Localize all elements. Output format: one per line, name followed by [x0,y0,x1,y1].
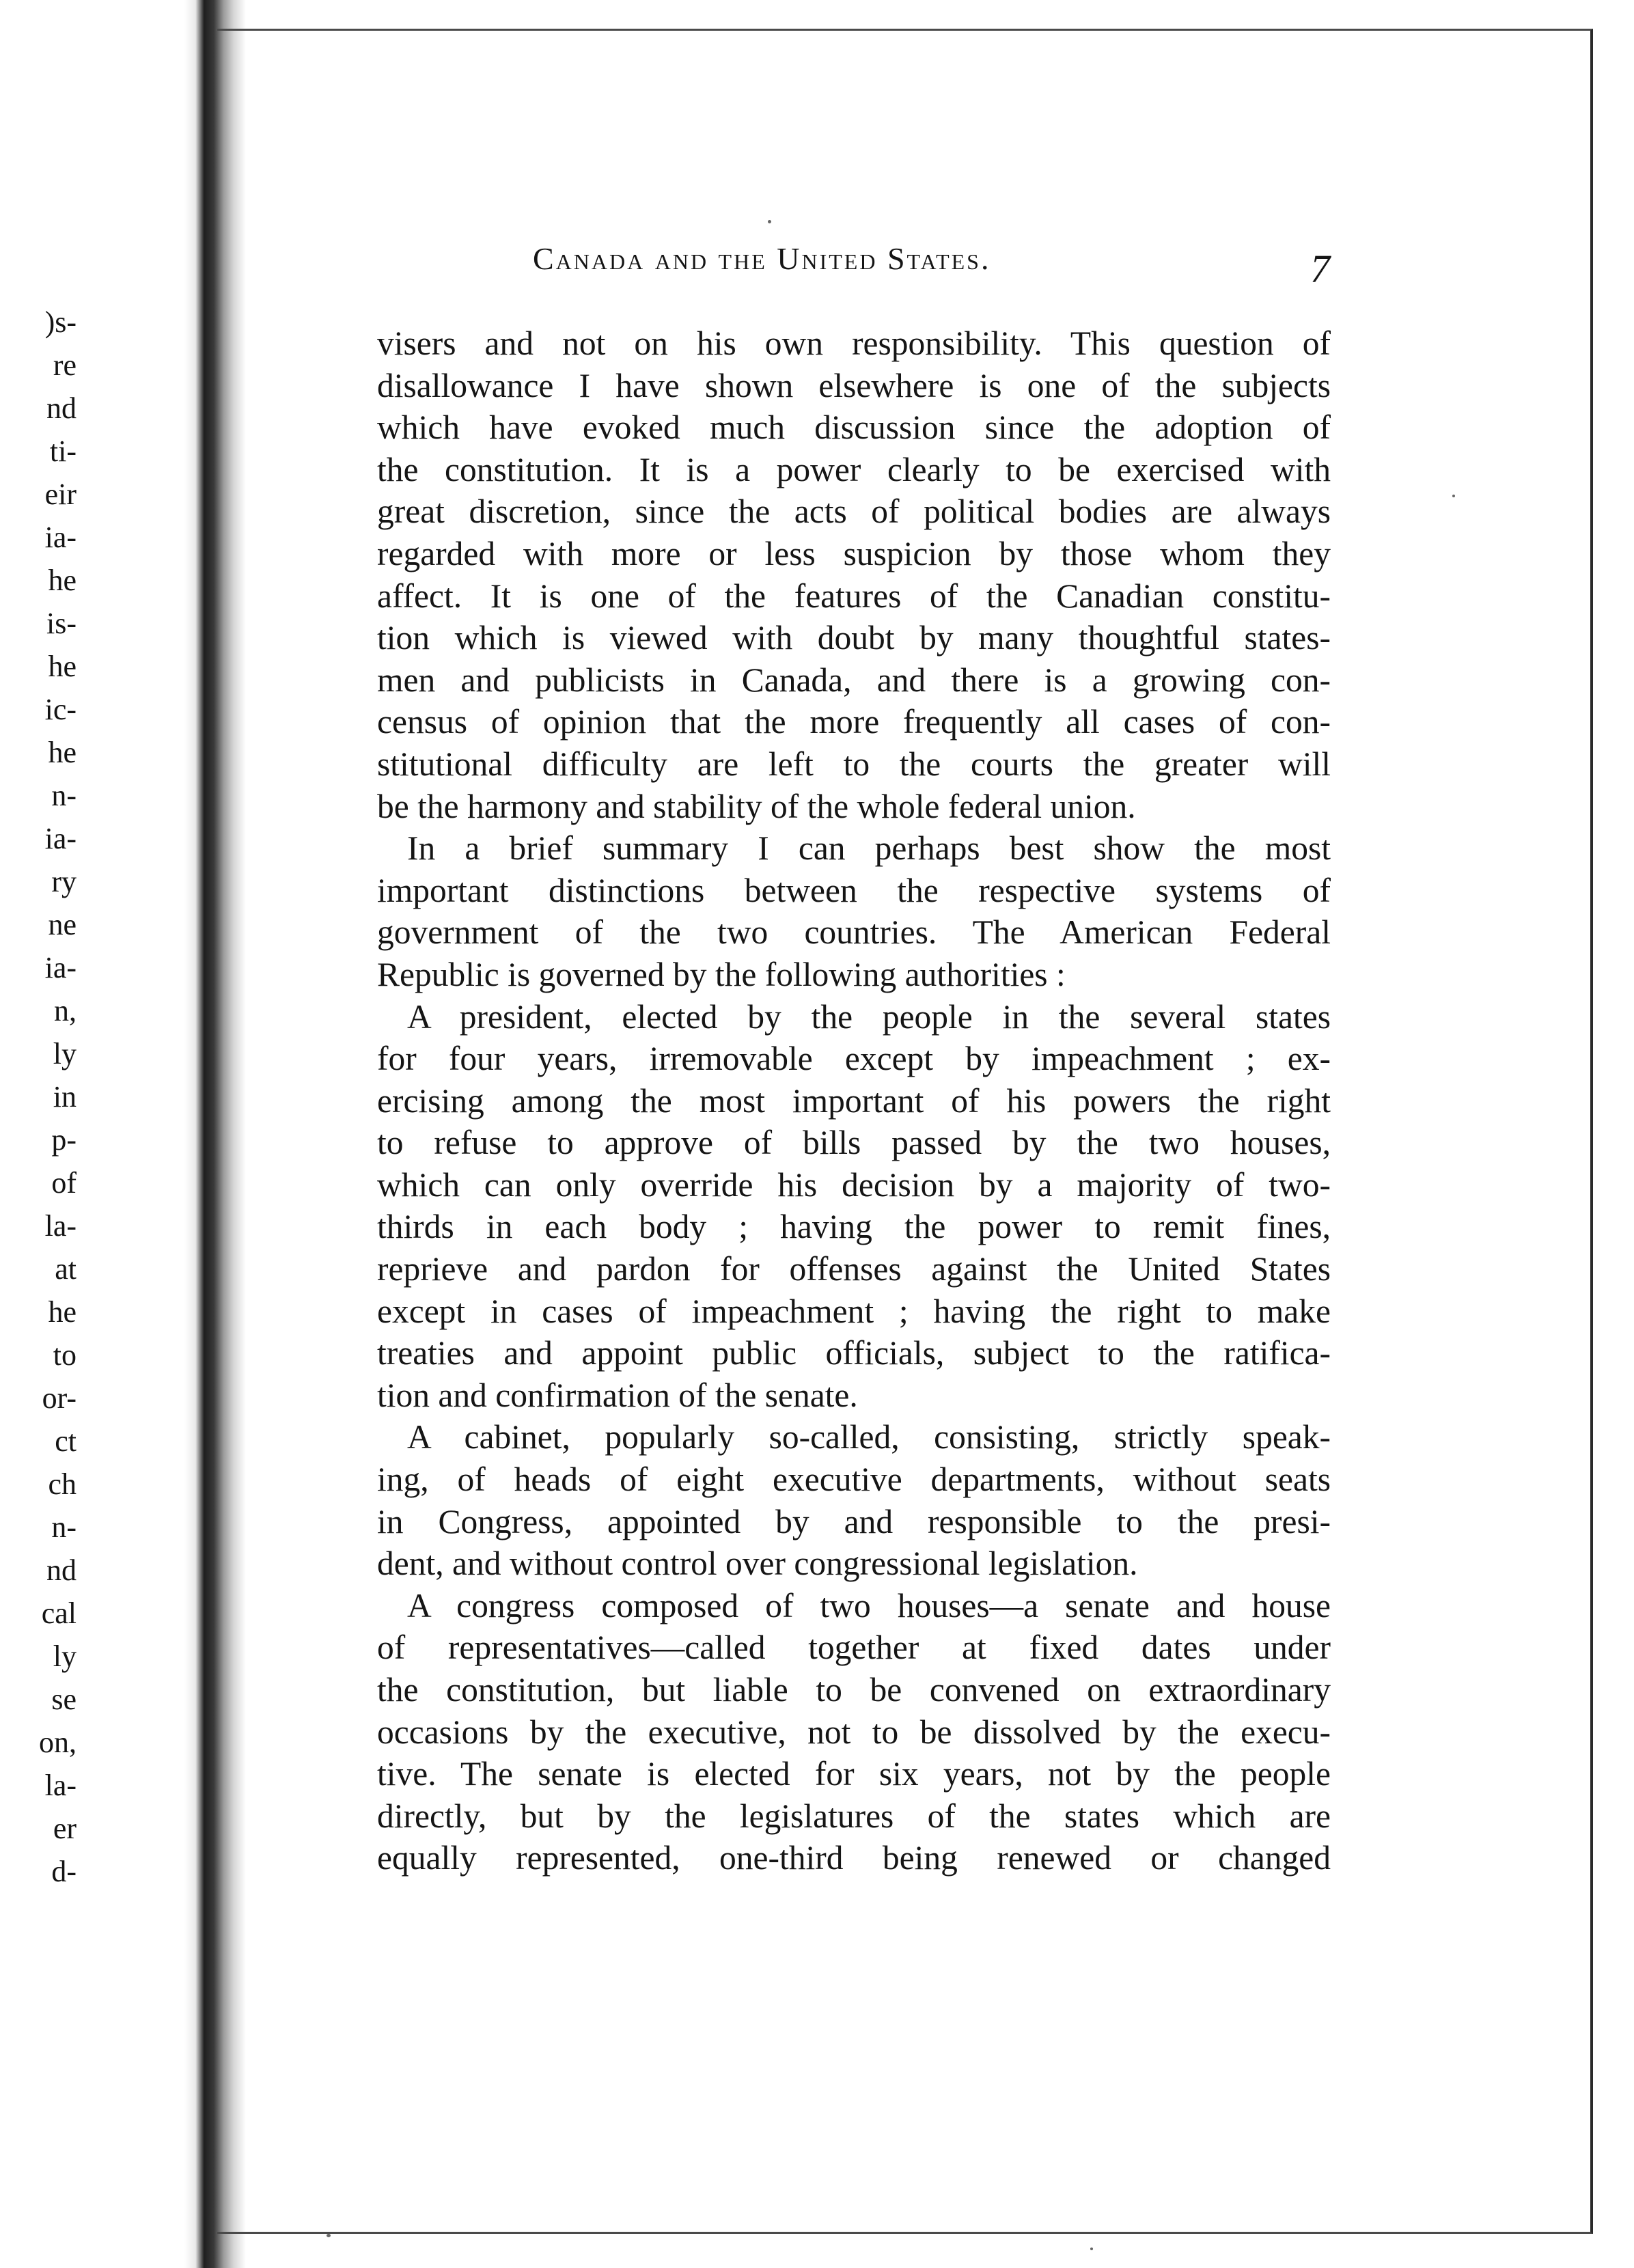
text-line: the constitution. It is a power clearly to be exercised with [377,450,1331,488]
text-line: equally represented, one-third being renewed or changed [377,1839,1331,1877]
facing-page-fragment: re [53,348,77,382]
running-head: Canada and the United States. [533,241,991,276]
facing-page-fragment: n- [51,779,77,812]
facing-page-fragment: cal [41,1596,77,1630]
facing-page-fragment: eir [44,478,77,511]
facing-page-fragment: d- [51,1855,77,1888]
text-line: treaties and appoint public officials, subject to the ratifica- [377,1334,1331,1372]
text-line: visers and not on his own responsibility. This question of [377,324,1331,362]
facing-page-fragment: n- [51,1510,77,1544]
text-line: important distinctions between the respective systems of [377,871,1331,909]
facing-page-fragment: ne [48,908,77,941]
text-line: which can only override his decision by a majority of two- [377,1165,1331,1204]
text-line: dent, and without control over congressional legislation. [377,1545,1138,1583]
facing-page-fragment: n, [54,994,77,1027]
scan-speck [327,2234,331,2237]
facing-page-fragment: ia- [44,822,77,855]
facing-page-fragment: ct [55,1424,77,1458]
text-line: In a brief summary I can perhaps best show the most [407,829,1331,868]
paragraph [377,322,1331,827]
text-line: stitutional difficulty are left to the courts the greater will [377,745,1331,783]
facing-page-fragment: or- [42,1381,77,1415]
facing-page-fragment: he [48,564,77,597]
text-line: regarded with more or less suspicion by those whom they [377,534,1331,572]
facing-page-fragment: p- [51,1123,77,1157]
paragraph [377,827,1331,995]
facing-page [0,0,205,2268]
text-line: A president, elected by the people in the several states [407,997,1331,1036]
facing-page-line-endings [0,301,77,1893]
text-line: be the harmony and stability of the whole federal union. [377,787,1136,825]
facing-page-fragment: ia- [44,521,77,554]
text-line: affect. It is one of the features of the Canadian constitu- [377,577,1331,615]
text-line: census of opinion that the more frequently all cases of con- [377,703,1331,741]
facing-page-fragment: se [51,1683,77,1716]
facing-page-fragment: ic- [44,693,77,726]
facing-page-fragment: ly [53,1640,77,1673]
facing-page-fragment: he [48,650,77,683]
text-line: A congress composed of two houses—a senate and house [407,1586,1331,1624]
text-line: directly, but by the legislatures of the states which are [377,1797,1331,1835]
facing-page-fragment: ia- [44,951,77,984]
paragraph [377,1585,1331,1879]
text-line: in Congress, appointed by and responsible to the presi- [377,1502,1331,1540]
text-line: the constitution, but liable to be convened on extraordinary [377,1671,1331,1709]
text-line: disallowance I have shown elsewhere is one of the subjects [377,366,1331,404]
facing-page-fragment: he [48,1295,77,1329]
text-line: tive. The senate is elected for six years, not by the people [377,1755,1331,1793]
text-line: Republic is governed by the following authorities : [377,955,1066,993]
paragraph [377,996,1331,1417]
facing-page-fragment: )s- [44,305,77,339]
text-line: ing, of heads of eight executive departments, without seats [377,1461,1331,1499]
facing-page-fragment: la- [44,1209,77,1243]
facing-page-fragment: nd [46,391,77,425]
scan-speck [768,220,771,223]
scan-speck [1090,2248,1093,2250]
facing-page-fragment: la- [44,1769,77,1802]
facing-page-fragment: in [53,1080,77,1114]
text-line: to refuse to approve of bills passed by the two houses, [377,1124,1331,1162]
text-line: A cabinet, popularly so-called, consisting, strictly speak- [407,1418,1331,1456]
text-line: men and publicists in Canada, and there is a growing con- [377,661,1331,699]
facing-page-fragment: of [51,1166,77,1200]
facing-page-fragment: is- [46,607,77,640]
paragraph [377,1416,1331,1584]
facing-page-fragment: at [55,1252,77,1286]
text-line: except in cases of impeachment ; having the right to make [377,1292,1331,1330]
text-line: of representatives—called together at fixed dates under [377,1629,1331,1667]
facing-page-fragment: er [53,1812,77,1845]
facing-page-fragment: ly [53,1037,77,1070]
text-line: for four years, irremovable except by impeachment ; ex- [377,1040,1331,1078]
text-line: reprieve and pardon for offenses against the United States [377,1250,1331,1288]
facing-page-fragment: on, [39,1726,77,1759]
text-line: government of the two countries. The American Federal [377,913,1331,952]
text-line: ercising among the most important of his powers the right [377,1081,1331,1120]
facing-page-fragment: ch [48,1467,77,1501]
text-line: occasions by the executive, not to be dissolved by the execu- [377,1713,1331,1751]
page-number: 7 [1310,247,1330,291]
facing-page-fragment: to [53,1338,77,1372]
text-line: tion which is viewed with doubt by many thoughtful states- [377,619,1331,657]
facing-page-fragment: ti- [49,434,77,468]
facing-page-fragment: ry [51,865,77,898]
text-line: great discretion, since the acts of political bodies are always [377,493,1331,531]
facing-page-fragment: he [48,736,77,769]
body-text [377,322,1331,1879]
text-line: which have evoked much discussion since the adoption of [377,409,1331,447]
text-line: thirds in each body ; having the power to remit fines, [377,1208,1331,1246]
facing-page-fragment: nd [46,1553,77,1587]
text-line: tion and confirmation of the senate. [377,1376,858,1414]
scan-speck [1452,495,1455,497]
